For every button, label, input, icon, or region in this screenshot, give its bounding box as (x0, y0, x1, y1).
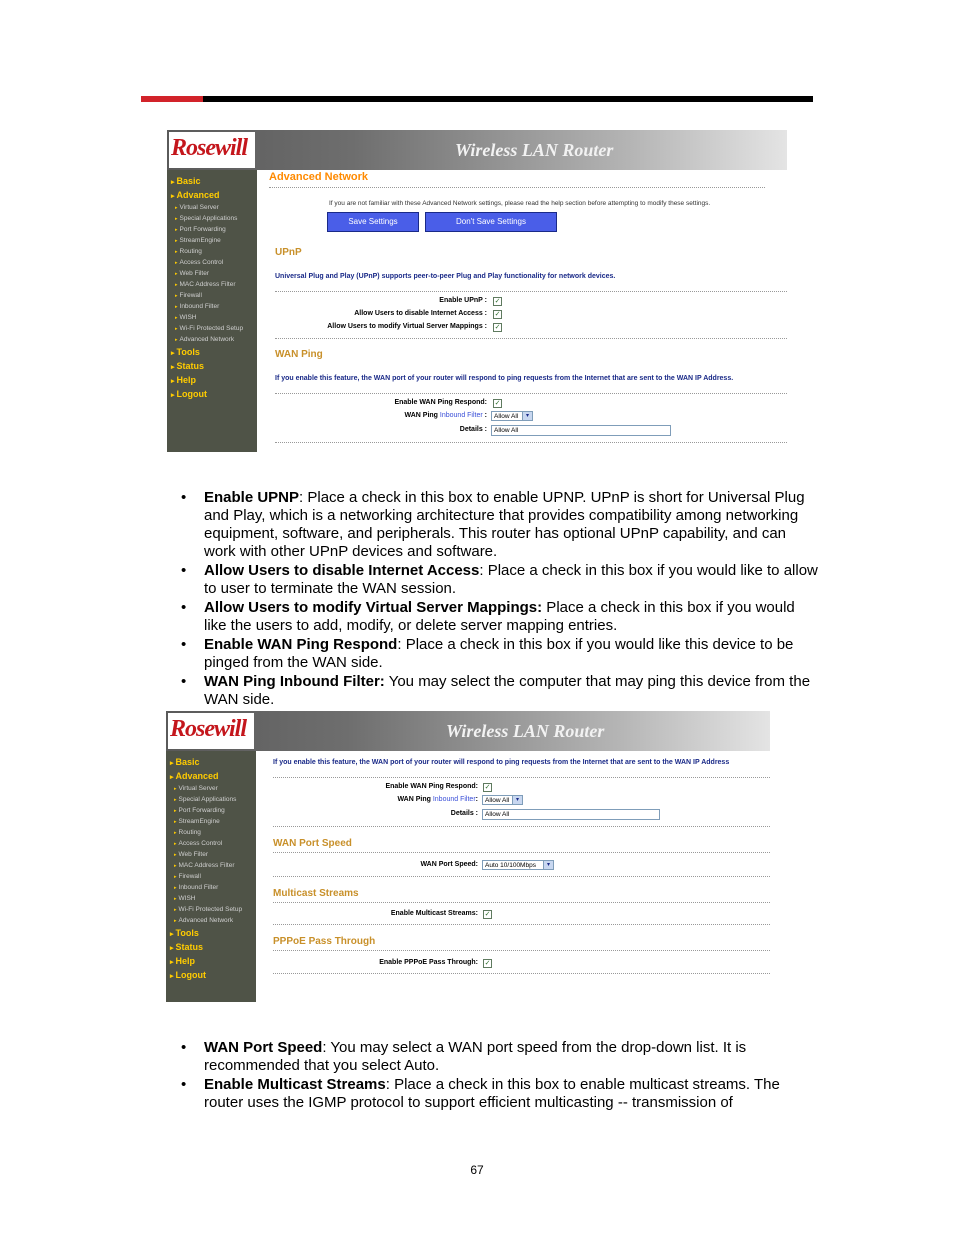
sidebar-item[interactable]: ▸ Firewall (170, 871, 242, 882)
divider (273, 826, 770, 827)
sidebar-item[interactable]: ▸ Status (171, 359, 243, 373)
chevron-down-icon: ▾ (512, 796, 522, 804)
sidebar-item[interactable]: ▸ WISH (171, 312, 243, 323)
details-field[interactable]: Allow All (491, 425, 671, 436)
wan-ping-section-title: WAN Ping (275, 349, 323, 360)
enable-wan-ping-checkbox[interactable]: ✓ (494, 400, 501, 407)
bullet-item (180, 1076, 820, 1112)
sidebar-item[interactable]: ▸ Help (171, 373, 243, 387)
enable-wan-ping-label: Enable WAN Ping Respond: (385, 783, 478, 790)
bullet-text: : Place a check in this box if you would like this device to be pinged from the WAN side. (204, 636, 794, 671)
intro-text: If you are not familiar with these Advanced Network settings, please read the help section before attempting to modify these settings. (329, 200, 711, 207)
sidebar (166, 751, 256, 1002)
upnp-section-title: UPnP (275, 247, 302, 258)
page-number: 67 (470, 1163, 484, 1177)
enable-multicast-label: Enable Multicast Streams: (390, 910, 478, 917)
divider (273, 902, 770, 903)
router-title: Wireless LAN Router (455, 140, 614, 160)
enable-upnp-checkbox[interactable]: ✓ (494, 298, 501, 305)
enable-upnp-label: Enable UPnP : (439, 297, 487, 304)
bullet-term: Enable Multicast Streams (204, 1076, 386, 1093)
sidebar-item[interactable]: ▸ MAC Address Filter (171, 279, 243, 290)
wan-ping-filter-label: WAN Ping Inbound Filter: (397, 796, 478, 803)
sidebar-item[interactable]: ▸ Web Filter (170, 849, 242, 860)
multicast-section-title: Multicast Streams (273, 888, 359, 899)
sidebar-item[interactable]: ▸ WISH (170, 893, 242, 904)
bullet-item (180, 636, 820, 672)
bullet-list-1 (180, 489, 820, 710)
rosewill-logo: Rosewill (169, 132, 255, 168)
sidebar-item[interactable]: ▸ Special Applications (170, 794, 242, 805)
divider (269, 187, 765, 188)
wan-port-speed-label: WAN Port Speed: (420, 861, 478, 868)
sidebar-item[interactable]: ▸ Inbound Filter (170, 882, 242, 893)
bullet-term: WAN Port Speed (204, 1039, 323, 1056)
inbound-filter-link[interactable]: Inbound Filter (439, 412, 483, 419)
enable-pppoe-label: Enable PPPoE Pass Through: (379, 959, 478, 966)
wan-ping-description: If you enable this feature, the WAN port of your router will respond to ping requests from the Internet that are sent to the WAN IP Address. (275, 375, 734, 382)
header-rule (141, 96, 813, 102)
bullet-term: Enable UPNP (204, 489, 300, 506)
divider (275, 338, 787, 339)
wan-ping-filter-label: WAN Ping Inbound Filter : (404, 412, 487, 419)
inbound-filter-link[interactable]: Inbound Filter (432, 796, 476, 803)
bullet-text: : Place a check in this box to enable multicast streams. The router uses the IGMP protocol to support efficient multicasting -- transmission of (204, 1076, 780, 1111)
page-title: Advanced Network (269, 171, 369, 183)
sidebar-item[interactable]: ▸ Tools (170, 926, 242, 940)
sidebar-item[interactable]: ▸ Virtual Server (170, 783, 242, 794)
allow-disable-internet-label: Allow Users to disable Internet Access : (354, 310, 487, 317)
chevron-down-icon: ▾ (522, 412, 532, 420)
wan-port-speed-select[interactable]: Auto 10/100Mbps ▾ (482, 860, 554, 870)
sidebar-item[interactable]: ▸ Inbound Filter (171, 301, 243, 312)
content-panel (257, 170, 787, 452)
chevron-down-icon: ▾ (543, 861, 553, 869)
inbound-filter-select[interactable]: Allow All ▾ (491, 411, 533, 421)
bullet-item (180, 673, 820, 709)
dont-save-settings-button[interactable]: Don't Save Settings (425, 212, 557, 232)
router-title: Wireless LAN Router (446, 721, 605, 741)
sidebar-item[interactable]: ▸ Special Applications (171, 213, 243, 224)
wan-ping-description: If you enable this feature, the WAN port of your router will respond to ping requests from the Internet that are sent to the WAN IP Address (273, 759, 730, 766)
sidebar-item[interactable]: ▸ Access Control (170, 838, 242, 849)
bullet-term: Enable WAN Ping Respond (204, 636, 398, 653)
bullet-item (180, 1039, 820, 1075)
sidebar-item[interactable]: ▸ Help (170, 954, 242, 968)
divider (273, 924, 770, 925)
divider (275, 442, 787, 443)
wan-port-speed-section-title: WAN Port Speed (273, 838, 352, 849)
bullet-text: You may select the computer that may ping this device from the WAN side. (204, 673, 811, 708)
inbound-filter-select[interactable]: Allow All ▾ (482, 795, 523, 805)
sidebar-item[interactable]: ▸ Virtual Server (171, 202, 243, 213)
sidebar (167, 170, 257, 452)
sidebar-item[interactable]: ▸ StreamEngine (170, 816, 242, 827)
bullet-term: Allow Users to modify Virtual Server Mappings: (204, 599, 543, 616)
content-panel (256, 751, 770, 1002)
divider (273, 950, 770, 951)
divider (273, 876, 770, 877)
sidebar-item[interactable]: ▸ Advanced (170, 769, 242, 783)
sidebar-item[interactable]: ▸ Logout (170, 968, 242, 982)
divider (273, 777, 770, 778)
bullet-list-2 (180, 1039, 820, 1113)
sidebar-item[interactable]: ▸ Wi-Fi Protected Setup (171, 323, 243, 334)
sidebar-nav (170, 755, 242, 982)
save-settings-button[interactable]: Save Settings (327, 212, 419, 232)
enable-wan-ping-checkbox[interactable]: ✓ (484, 784, 491, 791)
divider (273, 852, 770, 853)
allow-modify-mappings-label: Allow Users to modify Virtual Server Mappings : (327, 323, 487, 330)
bullet-item (180, 562, 820, 598)
bullet-text: : Place a check in this box if you would like to allow to user to terminate the WAN session. (204, 562, 818, 597)
screenshot-advanced-network (167, 130, 787, 452)
router-banner (167, 130, 787, 170)
sidebar-item[interactable]: ▸ Routing (170, 827, 242, 838)
sidebar-item[interactable]: ▸ Status (170, 940, 242, 954)
details-field[interactable]: Allow All (482, 809, 660, 820)
enable-pppoe-checkbox[interactable]: ✓ (484, 960, 491, 967)
sidebar-item[interactable]: ▸ Advanced Network (170, 915, 242, 926)
divider (273, 973, 770, 974)
sidebar-item[interactable]: ▸ Wi-Fi Protected Setup (170, 904, 242, 915)
bullet-item (180, 489, 820, 561)
screenshot-wan-settings (166, 711, 770, 1002)
sidebar-item[interactable]: ▸ StreamEngine (171, 235, 243, 246)
sidebar-item[interactable]: ▸ Advanced Network (171, 334, 243, 345)
sidebar-item[interactable]: ▸ MAC Address Filter (170, 860, 242, 871)
enable-wan-ping-label: Enable WAN Ping Respond: (394, 399, 487, 406)
details-label: Details : (450, 810, 478, 817)
sidebar-item[interactable]: ▸ Logout (171, 387, 243, 401)
header-rule-accent (141, 96, 203, 102)
sidebar-nav (171, 174, 243, 401)
router-banner (166, 711, 770, 751)
sidebar-item[interactable]: ▸ Web Filter (171, 268, 243, 279)
sidebar-item[interactable]: ▸ Basic (171, 174, 243, 188)
upnp-description: Universal Plug and Play (UPnP) supports peer-to-peer Plug and Play functionality for network devices. (275, 273, 616, 280)
bullet-item (180, 599, 820, 635)
bullet-term: WAN Ping Inbound Filter: (204, 673, 385, 690)
sidebar-item[interactable]: ▸ Port Forwarding (171, 224, 243, 235)
sidebar-item[interactable]: ▸ Routing (171, 246, 243, 257)
divider (275, 291, 787, 292)
rosewill-logo: Rosewill (168, 713, 254, 749)
details-label: Details : (459, 426, 487, 433)
sidebar-item[interactable]: ▸ Firewall (171, 290, 243, 301)
sidebar-item[interactable]: ▸ Advanced (171, 188, 243, 202)
sidebar-item[interactable]: ▸ Tools (171, 345, 243, 359)
bullet-text: Place a check in this box if you would like the users to add, modify, or delete server mapping entries. (204, 599, 795, 634)
pppoe-section-title: PPPoE Pass Through (273, 936, 376, 947)
sidebar-item[interactable]: ▸ Basic (170, 755, 242, 769)
allow-modify-mappings-checkbox[interactable]: ✓ (494, 324, 501, 331)
bullet-term: Allow Users to disable Internet Access (204, 562, 480, 579)
bullet-text: : You may select a WAN port speed from the drop-down list. It is recommended that you select Auto. (204, 1039, 747, 1074)
allow-disable-internet-checkbox[interactable]: ✓ (494, 311, 501, 318)
sidebar-item[interactable]: ▸ Access Control (171, 257, 243, 268)
sidebar-item[interactable]: ▸ Port Forwarding (170, 805, 242, 816)
bullet-text: : Place a check in this box to enable UPNP. UPnP is short for Universal Plug and Play, which is a networking architecture that provides compatibility among networking equipment, software, and peripherals. This router has optional UPnP capability, and can work with other UPnP devices and software. (204, 489, 805, 560)
divider (275, 393, 787, 394)
enable-multicast-checkbox[interactable]: ✓ (484, 911, 491, 918)
